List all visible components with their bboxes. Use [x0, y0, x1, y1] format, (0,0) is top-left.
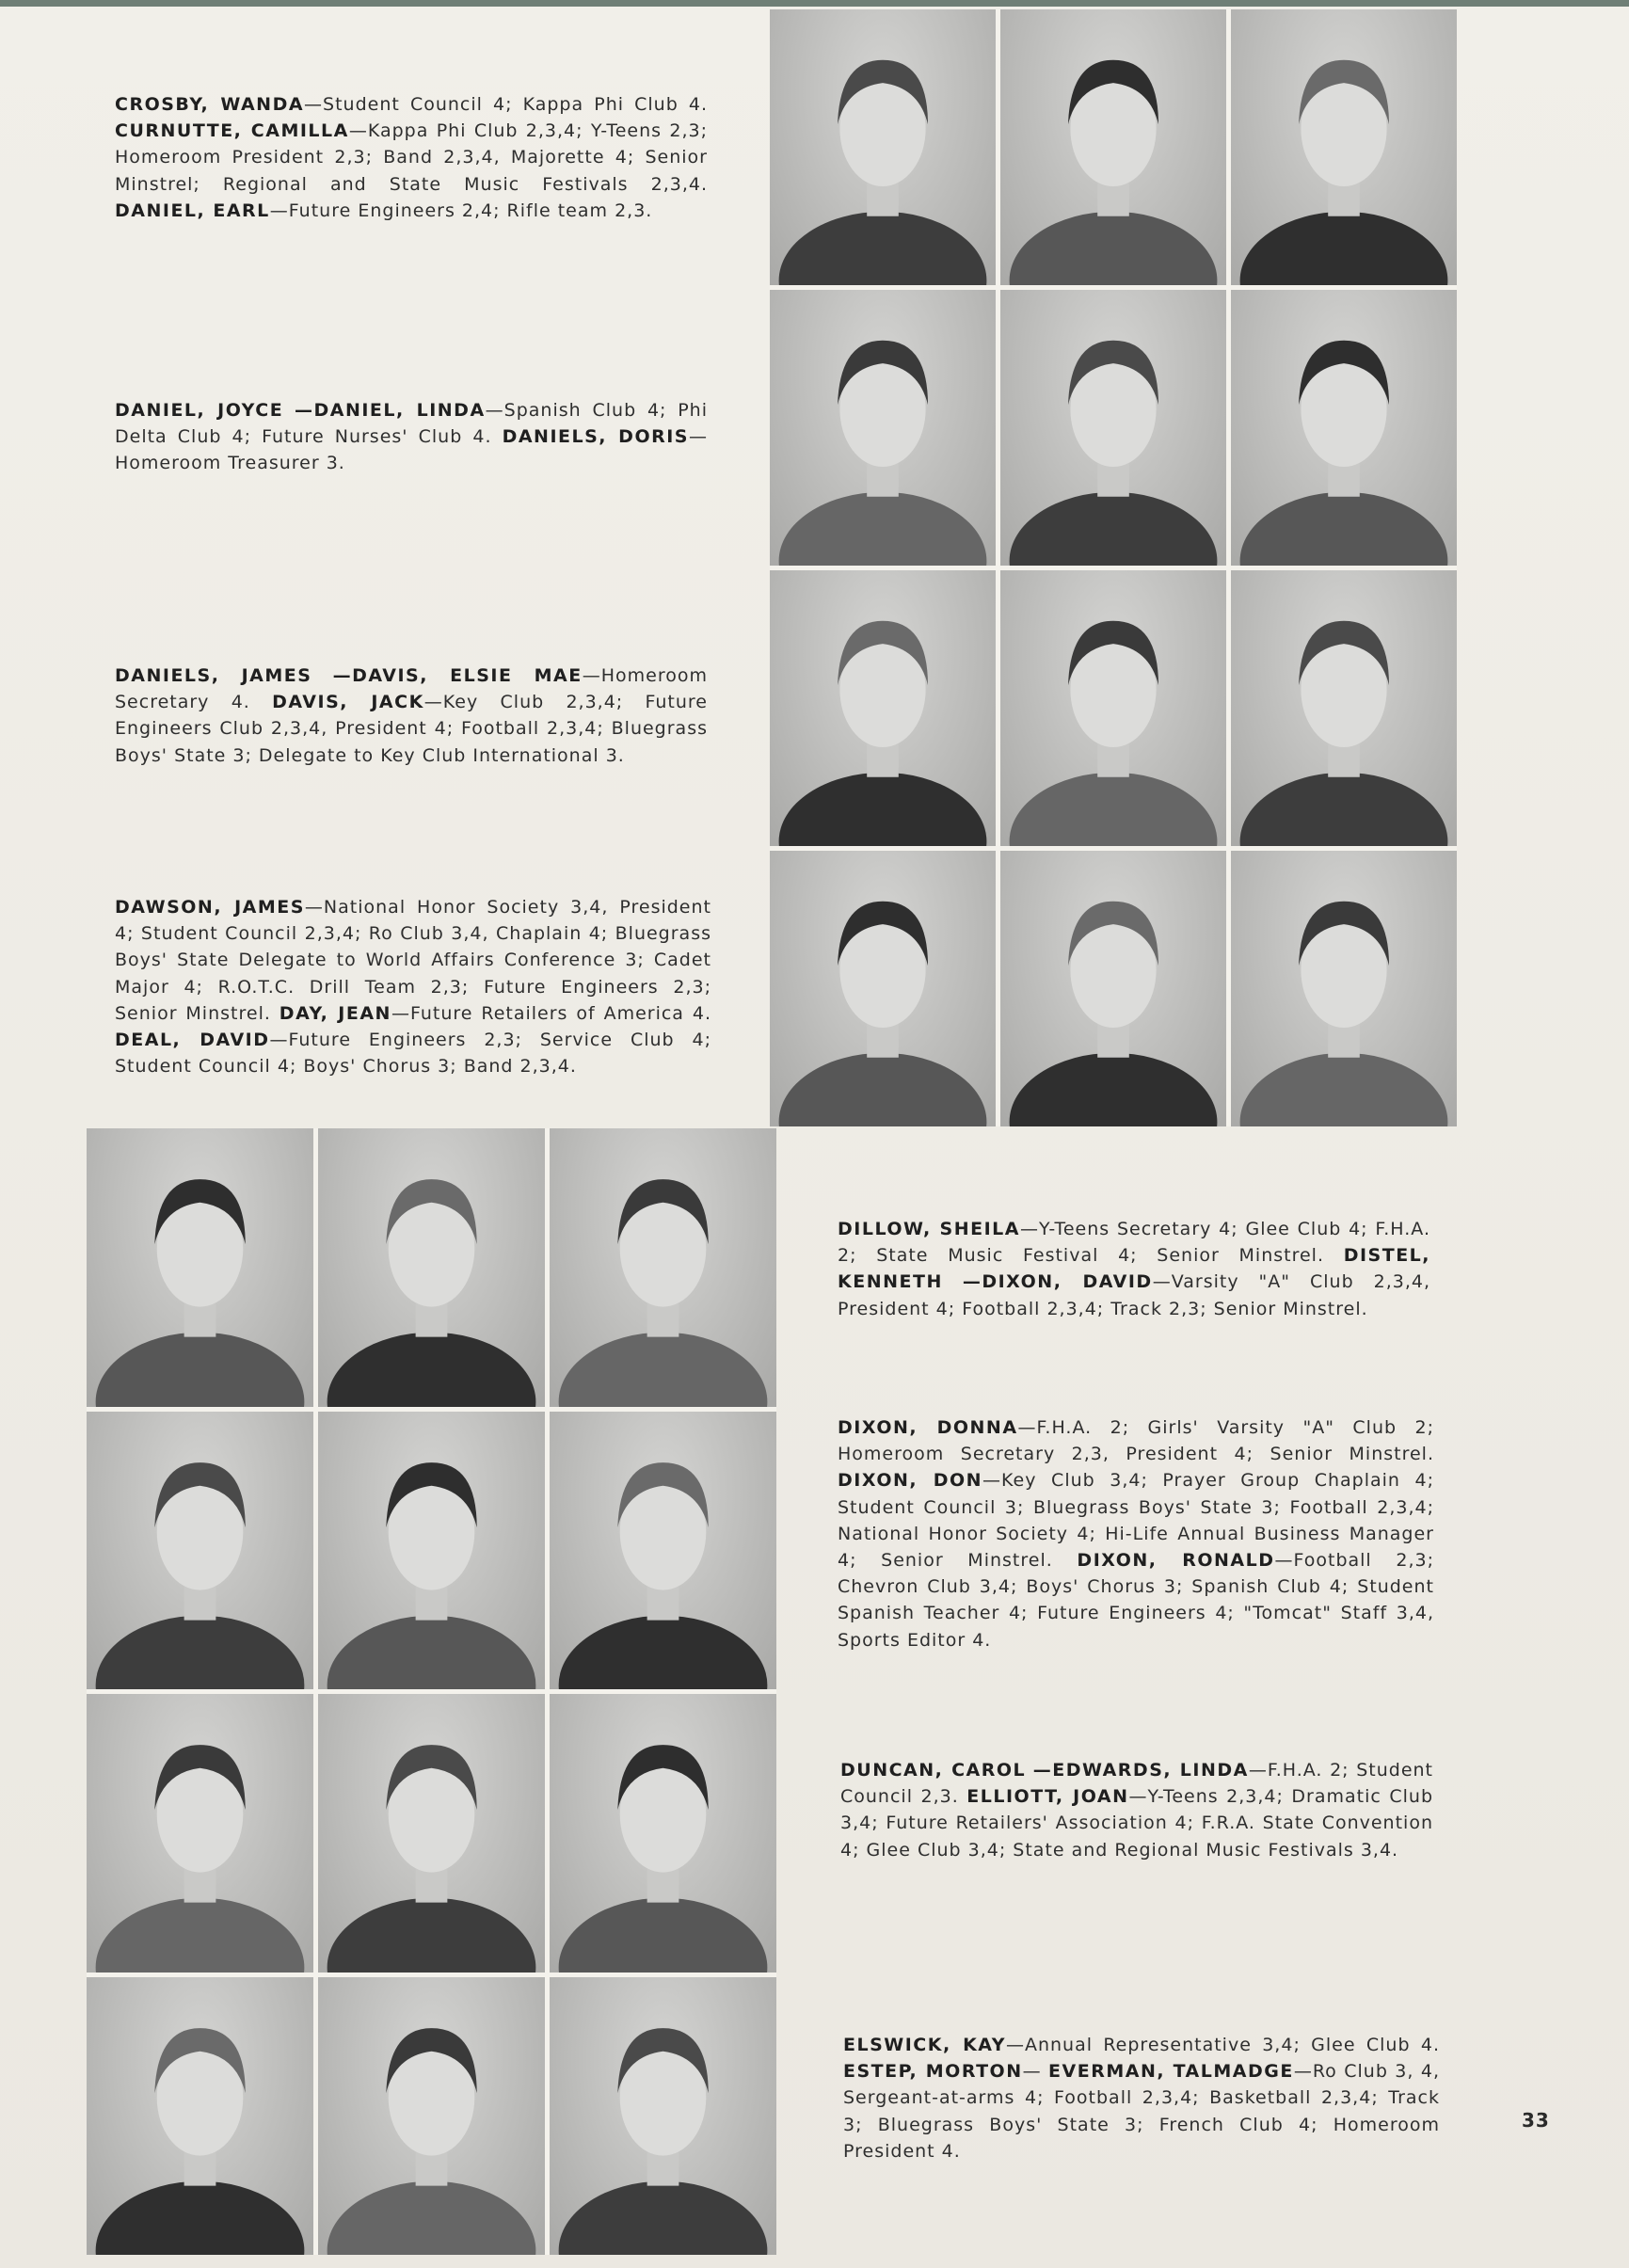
student-activities: —Key Club 2,3,4; Future Engineers Club 2,3,4, President 4; Football 2,3,4; Bluegrass Boys' State 3; Delegate to Key Club International 3. — [115, 692, 708, 766]
bio-block-6 — [838, 1414, 1434, 1653]
student-name: DANIELS, JAMES — [115, 665, 312, 686]
bio-block-1 — [115, 91, 708, 224]
student-activities: —F.H.A. 2; Girls' Varsity "A" Club 2; Homeroom Secretary 2,3, President 4; Senior Minstrel. — [838, 1417, 1434, 1465]
student-name: DIXON, DON — [838, 1470, 983, 1492]
student-activities: —Key Club 3,4; Prayer Group Chaplain 4; Student Council 3; Bluegrass Boys' State 3; Football 2,3,4; National Honor Society 4; Hi-Life Annual Business Manager 4; Senior Minstrel. — [838, 1470, 1434, 1572]
student-portrait — [318, 1694, 545, 1973]
student-name: ESTEP, MORTON — [843, 2061, 1023, 2083]
student-portrait — [318, 1128, 545, 1407]
student-portrait — [87, 1694, 313, 1973]
student-activities: —Football 2,3; Chevron Club 3,4; Boys' Chorus 3; Spanish Club 4; Student Spanish Teacher 4; Future Engineers 4; "Tomcat" Staff 3,4, Sports Editor 4. — [838, 1550, 1434, 1651]
student-activities: —Y-Teens 2,3,4; Dramatic Club 3,4; Future Retailers' Association 4; F.R.A. State Convention 4; Glee Club 3,4; State and Regional Music Festivals 3,4. — [840, 1786, 1433, 1861]
portrait-grid-top — [770, 9, 1457, 1126]
student-portrait — [770, 9, 996, 285]
student-portrait — [1231, 851, 1457, 1126]
student-portrait — [1231, 570, 1457, 846]
bio-block-3 — [115, 663, 708, 769]
student-name: CURNUTTE, CAMILLA — [115, 120, 349, 142]
student-portrait — [1000, 9, 1226, 285]
student-name: DAWSON, JAMES — [115, 897, 305, 918]
bio-block-2 — [115, 397, 708, 477]
student-activities: — — [1022, 2061, 1049, 2083]
student-activities: —Homeroom Treasurer 3. — [115, 426, 708, 474]
student-name: ELLIOTT, JOAN — [966, 1786, 1129, 1808]
bio-block-5 — [838, 1216, 1430, 1322]
student-name: —DAVIS, ELSIE MAE — [332, 665, 583, 686]
student-name: —DIXON, DAVID — [962, 1271, 1153, 1293]
bio-block-4 — [115, 894, 711, 1079]
bio-block-7 — [840, 1757, 1433, 1863]
student-portrait — [318, 1977, 545, 2256]
student-portrait — [87, 1128, 313, 1407]
student-name: DAY, JEAN — [279, 1002, 391, 1024]
top-edge-line — [0, 0, 1629, 7]
student-name: DILLOW, SHEILA — [838, 1219, 1020, 1239]
student-name: DANIELS, DORIS — [502, 426, 689, 448]
student-name: DISTEL, KENNETH — [838, 1245, 1430, 1293]
student-portrait — [87, 1977, 313, 2256]
student-activities: —Future Engineers 2,3; Service Club 4; Student Council 4; Boys' Chorus 3; Band 2,3,4. — [115, 1030, 711, 1078]
student-name: DIXON, RONALD — [1077, 1550, 1275, 1572]
student-portrait — [1231, 9, 1457, 285]
student-name: EVERMAN, TALMADGE — [1048, 2061, 1294, 2083]
student-portrait — [1000, 570, 1226, 846]
student-portrait — [87, 1412, 313, 1690]
bio-block-8 — [843, 2032, 1440, 2164]
student-name: ELSWICK, KAY — [843, 2035, 1006, 2055]
student-name: DEAL, DAVID — [115, 1030, 270, 1051]
student-name: DUNCAN, CAROL — [840, 1760, 1027, 1781]
student-portrait — [1000, 851, 1226, 1126]
student-portrait — [770, 290, 996, 566]
page-number: 33 — [1522, 2109, 1550, 2132]
student-activities: —Y-Teens Secretary 4; Glee Club 4; F.H.A. 2; State Music Festival 4; Senior Minstrel. — [838, 1219, 1430, 1267]
student-portrait — [550, 1694, 776, 1973]
student-name: —EDWARDS, LINDA — [1032, 1760, 1249, 1781]
student-name: —DANIEL, LINDA — [294, 400, 486, 421]
student-portrait — [318, 1412, 545, 1690]
student-activities: —Spanish Club 4; Phi Delta Club 4; Future Nurses' Club 4. — [115, 400, 709, 448]
student-portrait — [770, 851, 996, 1126]
student-activities: —F.H.A. 2; Student Council 2,3. — [840, 1760, 1433, 1808]
portrait-grid-bottom — [87, 1128, 776, 2255]
student-portrait — [550, 1977, 776, 2256]
student-name: DAVIS, JACK — [272, 692, 424, 713]
student-activities: —National Honor Society 3,4, President 4; Student Council 2,3,4; Ro Club 3,4, Chaplain 4; Bluegrass Boys' State Delegate to World Affairs Conference 3; Cadet Major 4; R.O.T.C. Drill Team 2,3; Future Engineers 2,3; Senior Minstrel. — [115, 897, 711, 1024]
student-name: DANIEL, EARL — [115, 200, 270, 221]
student-portrait — [770, 570, 996, 846]
student-activities: —Varsity "A" Club 2,3,4, President 4; Football 2,3,4; Track 2,3; Senior Minstrel. — [838, 1271, 1430, 1319]
student-activities: —Ro Club 3, 4, Sergeant-at-arms 4; Football 2,3,4; Basketball 2,3,4; Track 3; Bluegrass Boys' State 3; French Club 4; Homeroom President 4. — [843, 2061, 1440, 2162]
student-portrait — [1231, 290, 1457, 566]
student-portrait — [1000, 290, 1226, 566]
student-activities: —Homeroom Secretary 4. — [115, 665, 708, 713]
student-activities: —Student Council 4; Kappa Phi Club 4. — [304, 94, 708, 115]
student-activities: —Future Engineers 2,4; Rifle team 2,3. — [269, 200, 653, 221]
student-activities: —Annual Representative 3,4; Glee Club 4. — [1005, 2035, 1440, 2055]
student-name: DIXON, DONNA — [838, 1417, 1018, 1438]
student-activities: —Future Retailers of America 4. — [391, 1002, 711, 1024]
student-portrait — [550, 1128, 776, 1407]
student-activities: —Kappa Phi Club 2,3,4; Y-Teens 2,3; Homeroom President 2,3; Band 2,3,4, Majorette 4; Senior Minstrel; Regional and State Music Festivals 2,3,4. — [115, 120, 708, 195]
student-portrait — [550, 1412, 776, 1690]
student-name: DANIEL, JOYCE — [115, 400, 284, 421]
student-name: CROSBY, WANDA — [115, 94, 305, 115]
